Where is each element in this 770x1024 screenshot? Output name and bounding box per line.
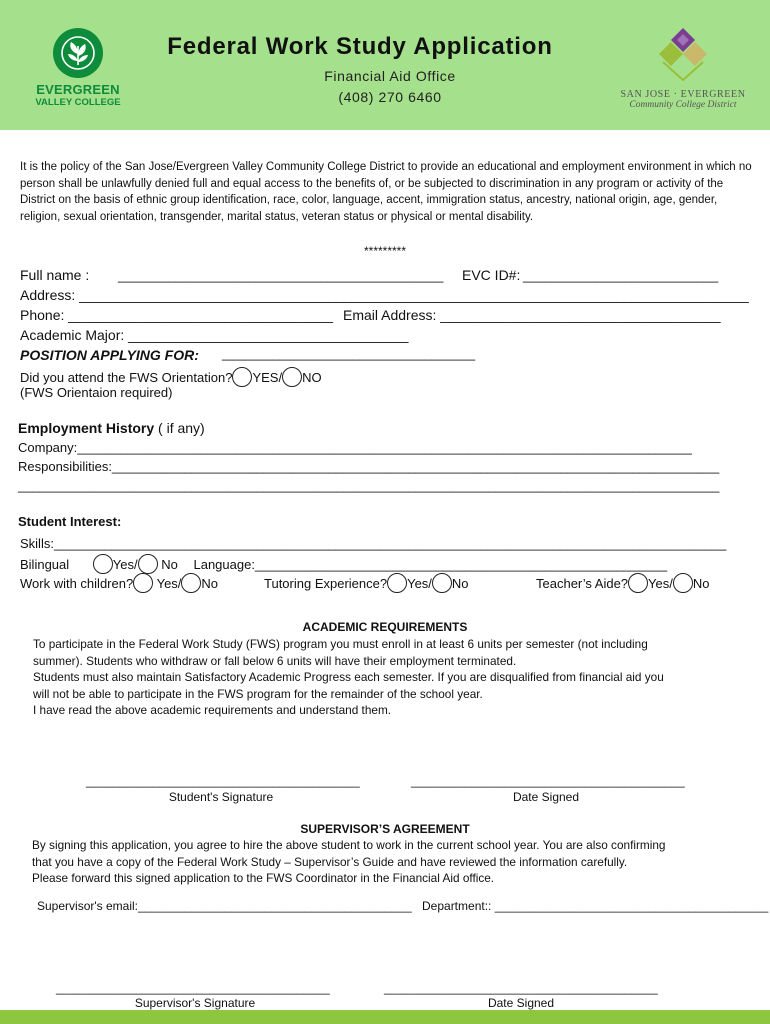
full-name-label: Full name : <box>20 267 90 283</box>
supervisor-text <box>32 837 752 887</box>
position-label: POSITION APPLYING FOR: <box>20 347 199 363</box>
orientation-no-radio[interactable] <box>282 367 302 387</box>
office-name: Financial Aid Office <box>324 68 456 84</box>
orientation-no-label: NO <box>302 370 322 385</box>
academic-text <box>33 636 753 719</box>
children-row <box>20 573 218 593</box>
academic-major-field[interactable]: Academic Major: ____________________________________ <box>20 327 409 343</box>
leaf-icon <box>53 28 103 78</box>
academic-line-3: Students must also maintain Satisfactory Academic Progress each semester. If you are disqualified from financial aid you <box>33 670 664 684</box>
email-field[interactable]: Email Address: ____________________________________ <box>343 307 721 323</box>
supervisor-email-field[interactable]: Supervisor's email:_________________________________________ <box>37 899 412 913</box>
bilingual-yes-label: Yes/ <box>112 557 138 572</box>
children-label: Work with children? <box>20 576 134 591</box>
phone-field[interactable]: Phone: __________________________________ <box>20 307 333 323</box>
bilingual-no-radio[interactable] <box>138 554 158 574</box>
footer-bar <box>0 1010 770 1024</box>
district-logo-line-2: Community College District <box>629 100 737 110</box>
academic-line-1: To participate in the Federal Work Study (FWS) program you must enroll in at least 6 units per semester (not including <box>33 637 648 651</box>
aide-row <box>536 573 709 593</box>
logo-line-2: VALLEY COLLEGE <box>35 97 121 108</box>
department-field[interactable]: Department:: _________________________________________ <box>422 899 769 913</box>
supervisor-date-label: Date Signed <box>487 996 555 1010</box>
academic-line-4: will not be able to participate in the FWS program for the remainder of the school year. <box>33 686 483 701</box>
logo-line-1: EVERGREEN <box>36 82 120 97</box>
supervisor-heading: SUPERVISOR’S AGREEMENT <box>300 822 470 836</box>
address-field[interactable]: Address: ______________________________________________________________________________________ <box>20 287 749 303</box>
bilingual-yes-radio[interactable] <box>93 554 113 574</box>
employment-heading-text: Employment History <box>18 420 155 436</box>
page-title: Federal Work Study Application <box>167 33 553 60</box>
orientation-yes-label: YES/ <box>252 370 283 385</box>
orientation-question-text: Did you attend the FWS Orientation? <box>20 370 233 385</box>
student-signature-line[interactable]: _________________________________________ <box>86 774 360 788</box>
evergreen-logo <box>28 28 128 108</box>
bilingual-label: Bilingual <box>20 557 70 572</box>
orientation-question <box>20 367 322 387</box>
supervisor-line-2: that you have a copy of the Federal Work Study – Supervisor’s Guide and have reviewed the information carefully. <box>32 854 628 869</box>
district-logo-line-1: SAN JOSE · EVERGREEN <box>620 89 746 100</box>
tutoring-yes-label: Yes/ <box>407 576 432 591</box>
employment-heading <box>18 420 205 436</box>
children-no-label: No <box>201 576 219 591</box>
aide-label: Teacher’s Aide? <box>536 576 629 591</box>
responsibilities-field[interactable]: Responsibilities:____________________________________________________________________________________ <box>18 459 720 474</box>
tutoring-no-radio[interactable] <box>432 573 452 593</box>
academic-line-2: summer). Students who withdraw or fall below 6 units will have their employment terminated. <box>33 653 517 668</box>
academic-line-5: I have read the above academic requirements and understand them. <box>33 703 392 717</box>
student-interest-heading: Student Interest: <box>18 514 122 529</box>
bilingual-no-label: No <box>161 557 178 572</box>
employment-heading-note: ( if any) <box>158 420 205 436</box>
orientation-note: (FWS Orientaion required) <box>20 385 173 400</box>
full-name-field[interactable]: _____________________________________________ <box>118 268 444 283</box>
separator: ********* <box>363 244 407 258</box>
responsibilities-extra-line[interactable]: _________________________________________________________________________________________________ <box>18 478 720 493</box>
bilingual-row <box>20 554 667 574</box>
district-logo <box>618 26 748 110</box>
office-phone: (408) 270 6460 <box>338 89 442 105</box>
aide-no-label: No <box>692 576 710 591</box>
orientation-yes-radio[interactable] <box>232 367 252 387</box>
evc-id-field[interactable]: ___________________________ <box>523 268 719 283</box>
student-date-label: Date Signed <box>512 790 580 804</box>
position-field[interactable]: ___________________________________ <box>222 346 476 361</box>
children-yes-radio[interactable] <box>133 573 153 593</box>
tutoring-label: Tutoring Experience? <box>264 576 388 591</box>
supervisor-date-line[interactable]: _________________________________________ <box>384 981 658 995</box>
tutoring-no-label: No <box>451 576 469 591</box>
tutoring-yes-radio[interactable] <box>387 573 407 593</box>
skills-field[interactable]: Skills:_____________________________________________________________________________________________ <box>20 536 727 551</box>
children-no-radio[interactable] <box>181 573 201 593</box>
company-field[interactable]: Company:_____________________________________________________________________________________ <box>18 440 692 455</box>
district-emblem-icon <box>655 26 711 82</box>
student-date-line[interactable]: _________________________________________ <box>411 774 685 788</box>
supervisor-line-1: By signing this application, you agree to hire the above student to work in the current school year. You are also confirming <box>32 838 666 852</box>
supervisor-signature-label: Supervisor's Signature <box>134 996 256 1010</box>
aide-no-radio[interactable] <box>673 573 693 593</box>
evc-id-label: EVC ID#: <box>462 267 521 283</box>
language-field[interactable]: Language:_________________________________________________________ <box>193 557 668 572</box>
supervisor-line-3: Please forward this signed application to the FWS Coordinator in the Financial Aid office. <box>32 871 495 885</box>
aide-yes-radio[interactable] <box>628 573 648 593</box>
student-signature-label: Student's Signature <box>168 790 274 804</box>
tutoring-row <box>264 573 469 593</box>
supervisor-signature-line[interactable]: _________________________________________ <box>56 981 330 995</box>
aide-yes-label: Yes/ <box>648 576 673 591</box>
policy-statement: It is the policy of the San Jose/Evergreen Valley Community College District to provide an educational and employment environment in which no person shall be unlawfully denied full and equal access to the benefits of, or be subjected to discrimination in any program or activity of the District on the basis of ethnic group identification, race, color, language, accent, immigration status, ancestry, national origin, age, gender, religion, sexual orientation, transgender, marital status, veteran status or physical or mental disability. <box>20 161 752 223</box>
header-banner <box>0 0 770 130</box>
children-yes-label: Yes/ <box>156 576 182 591</box>
academic-heading: ACADEMIC REQUIREMENTS <box>302 620 468 634</box>
